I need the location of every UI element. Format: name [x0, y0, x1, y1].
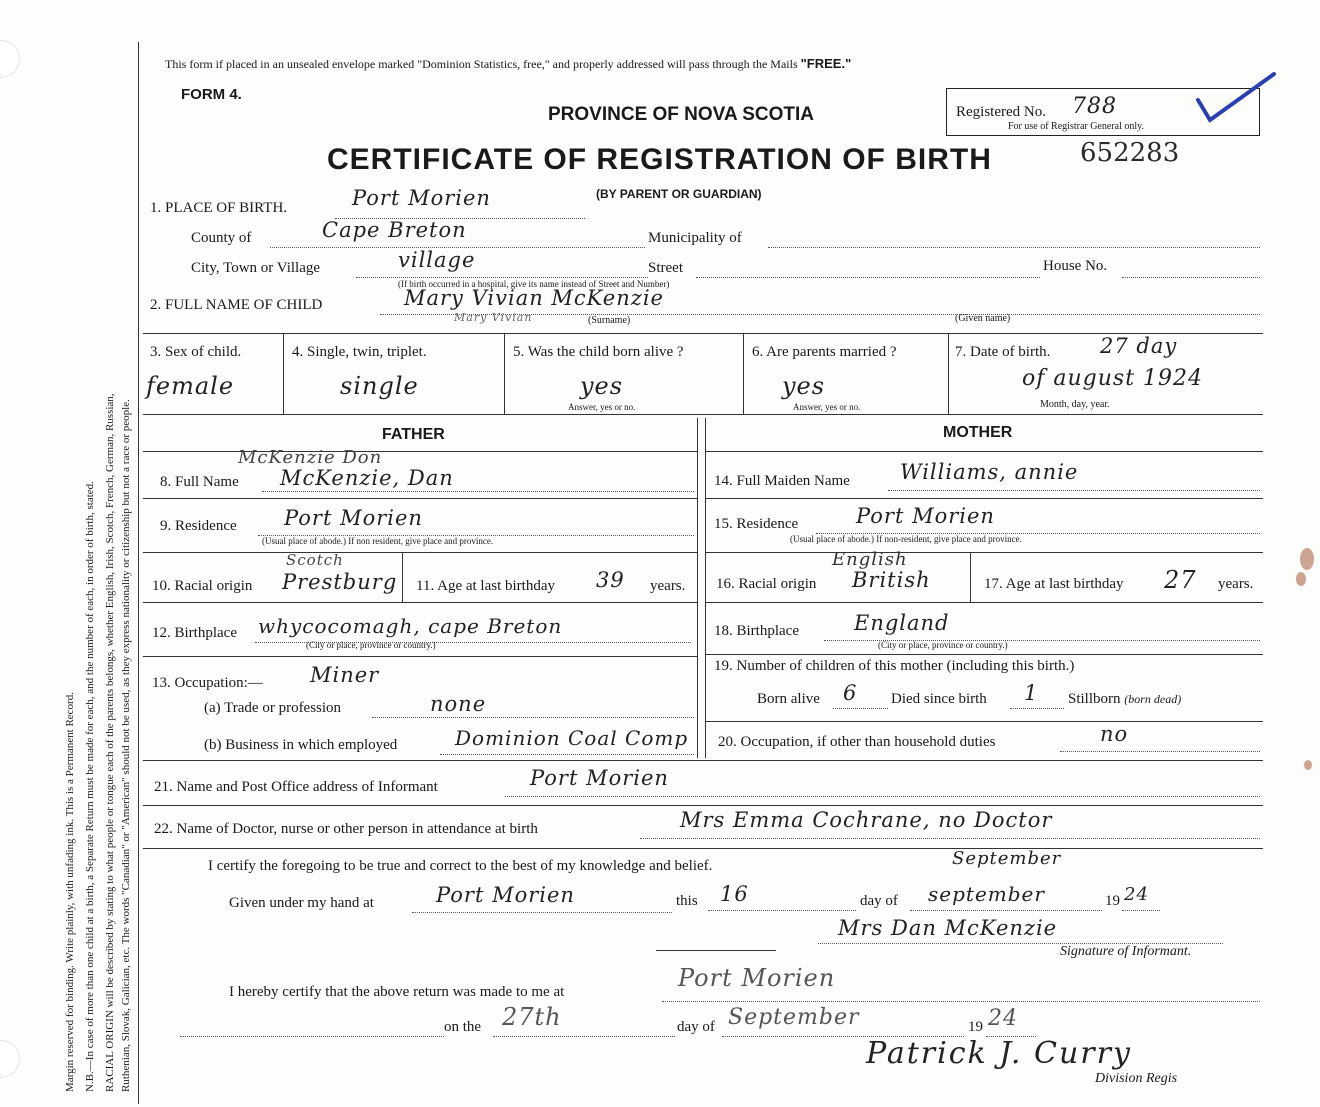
parents-married-value: yes: [782, 372, 826, 400]
parents-married-label: 6. Are parents married ?: [752, 344, 897, 360]
county-label: County of: [191, 230, 252, 246]
mother-occupation-value: no: [1100, 722, 1129, 746]
father-residence-label: 9. Residence: [160, 518, 237, 534]
punch-hole: [0, 1040, 20, 1078]
rule: [708, 910, 856, 911]
rule: [143, 760, 1263, 761]
father-birthplace-value: whycocomagh, cape Breton: [258, 614, 563, 638]
rule: [143, 414, 1263, 415]
multiplicity-label: 4. Single, twin, triplet.: [292, 344, 427, 360]
rule: [493, 1036, 675, 1037]
business-value: Dominion Coal Comp: [455, 726, 689, 750]
rule: [1010, 708, 1064, 709]
rule: [143, 498, 697, 499]
division-registrar-title: Division Regis: [1095, 1071, 1178, 1086]
informant-signature: Mrs Dan McKenzie: [838, 916, 1058, 940]
rule: [970, 552, 971, 602]
rule: [705, 451, 1263, 452]
rule: [888, 490, 1260, 491]
father-age-years: years.: [650, 578, 686, 594]
rule: [356, 277, 648, 278]
ink-stain: [1300, 548, 1314, 570]
father-name-value: McKenzie, Dan: [280, 466, 454, 490]
rule: [696, 277, 1040, 278]
margin-note-binding: Margin reserved for binding. Write plainly, with unfading ink. This is a Permanent Record.: [64, 692, 76, 1092]
hospital-note: (If birth occurred in a hospital, give its name instead of Street and Number): [398, 279, 670, 289]
registrar-statement: I hereby certify that the above return was made to me at: [229, 984, 565, 1000]
form-number: FORM 4.: [181, 86, 242, 103]
rule: [372, 717, 694, 718]
rule: [143, 602, 697, 603]
trade-value: none: [430, 692, 487, 716]
rule: [705, 552, 1263, 553]
mother-abode-note: (Usual place of abode.) If non-resident, give place and province.: [790, 534, 1022, 544]
margin-note-multiple-birth: N.B.—In case of more than one child at a birth, a Separate Return must be made for each, and the number of each, in order of birth, stated.: [84, 481, 96, 1092]
registrar-day-value: 27th: [502, 1003, 562, 1031]
on-the-label: on the: [444, 1019, 482, 1035]
doctor-value: Mrs Emma Cochrane, no Doctor: [680, 808, 1053, 832]
certificate-title: CERTIFICATE OF REGISTRATION OF BIRTH: [327, 143, 992, 176]
certificate-subtitle: (BY PARENT OR GUARDIAN): [596, 187, 762, 201]
father-abode-note: (Usual place of abode.) If non resident, give place and province.: [262, 536, 494, 546]
rule: [143, 805, 1263, 806]
rule: [504, 333, 505, 414]
signature-of-informant-label: Signature of Informant.: [1060, 944, 1192, 959]
punch-hole: [0, 40, 20, 78]
certify-day-value: 16: [720, 882, 749, 906]
rule: [705, 498, 1263, 499]
rule: [705, 721, 1263, 722]
rule: [662, 1001, 1260, 1002]
rule: [656, 950, 776, 951]
born-alive-count-label: Born alive: [757, 691, 820, 707]
ink-stain: [1304, 760, 1312, 770]
rule: [705, 602, 1263, 603]
place-of-birth-value: Port Morien: [352, 186, 491, 210]
father-birthplace-label: 12. Birthplace: [152, 625, 237, 641]
mother-name-value: Williams, annie: [900, 460, 1079, 484]
certify-month-value: september: [928, 882, 1045, 906]
registrar-place-value: Port Morien: [678, 964, 836, 992]
trade-label: (a) Trade or profession: [204, 700, 342, 716]
mail-notice: This form if placed in an unsealed envelope marked "Dominion Statistics, free," and properly addressed will pass through the Mails "FREE.": [165, 56, 852, 71]
day-of-label: day of: [860, 893, 898, 909]
date-of-birth-value-line1: 27 day: [1100, 334, 1178, 358]
mother-name-label: 14. Full Maiden Name: [714, 473, 850, 489]
house-no-label: House No.: [1043, 258, 1108, 274]
rule: [833, 708, 888, 709]
city-label: City, Town or Village: [191, 260, 321, 276]
born-alive-label: 5. Was the child born alive ?: [513, 344, 684, 360]
mother-age-years: years.: [1218, 576, 1254, 592]
mother-occupation-label: 20. Occupation, if other than household duties: [718, 734, 996, 750]
father-age-value: 39: [596, 568, 625, 592]
mother-birthplace-note: (City or place, province or country.): [878, 640, 1008, 650]
rule: [440, 754, 694, 755]
rule: [283, 333, 284, 414]
mother-birthplace-value: England: [854, 611, 950, 635]
father-residence-value: Port Morien: [284, 506, 423, 530]
surname-note: (Surname): [588, 315, 631, 326]
stamp-number: 652283: [1080, 138, 1180, 168]
registered-value: 788: [1072, 94, 1117, 119]
parents-married-note: Answer, yes or no.: [793, 402, 861, 412]
sex-label: 3. Sex of child.: [150, 344, 242, 360]
children-count-label: 19. Number of children of this mother (including this birth.): [714, 658, 1075, 674]
given-name-note: (Given name): [955, 313, 1011, 324]
father-racial-label: 10. Racial origin: [152, 578, 253, 594]
rule: [143, 848, 1263, 849]
father-occupation-value: Miner: [310, 663, 380, 687]
child-name-value: Mary Vivian McKenzie: [404, 286, 664, 310]
father-occupation-label: 13. Occupation:—: [152, 675, 263, 691]
rule: [910, 910, 1102, 911]
rule: [1122, 910, 1160, 911]
province-heading: PROVINCE OF NOVA SCOTIA: [548, 104, 815, 125]
doctor-label: 22. Name of Doctor, nurse or other person in attendance at birth: [154, 821, 538, 837]
rule: [143, 656, 697, 657]
registrar-month-value: September: [728, 1005, 860, 1030]
certify-year-prefix: 19: [1105, 893, 1120, 909]
mother-racial-annotation: English: [832, 549, 908, 570]
this-label: this: [676, 893, 698, 909]
certify-month-annotation: September: [952, 848, 1062, 869]
sex-value: female: [146, 372, 235, 400]
born-alive-count-value: 6: [843, 681, 858, 705]
date-of-birth-note: Month, day, year.: [1040, 399, 1110, 410]
mother-racial-label: 16. Racial origin: [716, 576, 817, 592]
certify-statement: I certify the foregoing to be true and correct to the best of my knowledge and belief.: [208, 858, 713, 874]
child-name-annotation: Mary Vivian: [454, 311, 533, 324]
mother-heading: MOTHER: [943, 424, 1013, 441]
father-name-annotation: McKenzie Don: [238, 447, 383, 468]
municipality-label: Municipality of: [648, 230, 742, 246]
rule: [640, 838, 1260, 839]
father-age-label: 11. Age at last birthday: [416, 578, 555, 594]
place-of-birth-label: 1. PLACE OF BIRTH.: [150, 200, 288, 216]
stillborn-label: Stillborn (born dead): [1068, 691, 1182, 707]
rule: [1122, 277, 1260, 278]
business-label: (b) Business in which employed: [204, 737, 398, 753]
rule: [143, 451, 697, 452]
died-since-birth-label: Died since birth: [891, 691, 987, 707]
column-divider: [697, 418, 698, 758]
father-racial-annotation: Prestburg: [282, 570, 398, 594]
ink-stain: [1296, 572, 1306, 586]
rule: [1060, 751, 1260, 752]
born-alive-note: Answer, yes or no.: [568, 402, 636, 412]
rule: [412, 912, 672, 913]
rule: [948, 333, 949, 414]
date-of-birth-value-line2: of august 1924: [1022, 366, 1204, 391]
registrar-year-value: 24: [988, 1006, 1018, 1031]
county-value: Cape Breton: [322, 218, 467, 242]
given-place-value: Port Morien: [436, 883, 575, 907]
rule: [743, 333, 744, 414]
city-value: village: [398, 248, 476, 272]
date-of-birth-label: 7. Date of birth.: [955, 344, 1051, 360]
column-divider: [705, 418, 706, 758]
rule: [402, 552, 403, 602]
born-alive-value: yes: [580, 372, 624, 400]
registered-label: Registered No.: [956, 104, 1046, 120]
mother-age-label: 17. Age at last birthday: [984, 576, 1124, 592]
rule: [505, 796, 1260, 797]
informant-label: 21. Name and Post Office address of Informant: [154, 779, 438, 795]
registrar-note: For use of Registrar General only.: [1008, 121, 1144, 132]
registrar-day-of-label: day of: [677, 1019, 715, 1035]
given-under-hand-label: Given under my hand at: [229, 895, 374, 911]
certify-year-value: 24: [1124, 884, 1149, 905]
registrar-year-prefix: 19: [968, 1019, 983, 1035]
rule: [705, 654, 1263, 655]
informant-value: Port Morien: [530, 766, 669, 790]
rule: [768, 247, 1260, 248]
mother-birthplace-label: 18. Birthplace: [714, 623, 799, 639]
father-racial-value: Scotch: [286, 551, 344, 569]
father-birthplace-note: (City or place, province or country.): [306, 640, 436, 650]
mother-residence-value: Port Morien: [856, 504, 995, 528]
mother-residence-label: 15. Residence: [714, 516, 799, 532]
father-heading: FATHER: [382, 426, 445, 443]
rule: [180, 1036, 444, 1037]
multiplicity-value: single: [340, 372, 419, 400]
died-since-birth-value: 1: [1024, 681, 1039, 705]
father-name-label: 8. Full Name: [160, 474, 239, 490]
rule: [143, 552, 697, 553]
child-name-label: 2. FULL NAME OF CHILD: [150, 297, 323, 313]
registrar-signature: Patrick J. Curry: [866, 1036, 1132, 1071]
mother-age-value: 27: [1164, 566, 1197, 594]
street-label: Street: [648, 260, 683, 276]
rule: [262, 491, 694, 492]
margin-rule: [138, 42, 139, 1104]
check-mark-icon: [1194, 70, 1278, 124]
mother-racial-value: British: [852, 568, 931, 592]
margin-note-racial-origin: RACIAL ORIGIN will be described by stating to what people or tongue each of the parents belongs, whether English, Irish, Scotch, French, German, Russian,: [104, 393, 116, 1092]
rule: [143, 333, 1263, 334]
margin-note-racial-origin-2: Ruthenian, Slovak, Galician, etc. The words "Canadian" or "American" should not be used, as they express nationality or citizenship but not a race or people.: [120, 399, 132, 1092]
